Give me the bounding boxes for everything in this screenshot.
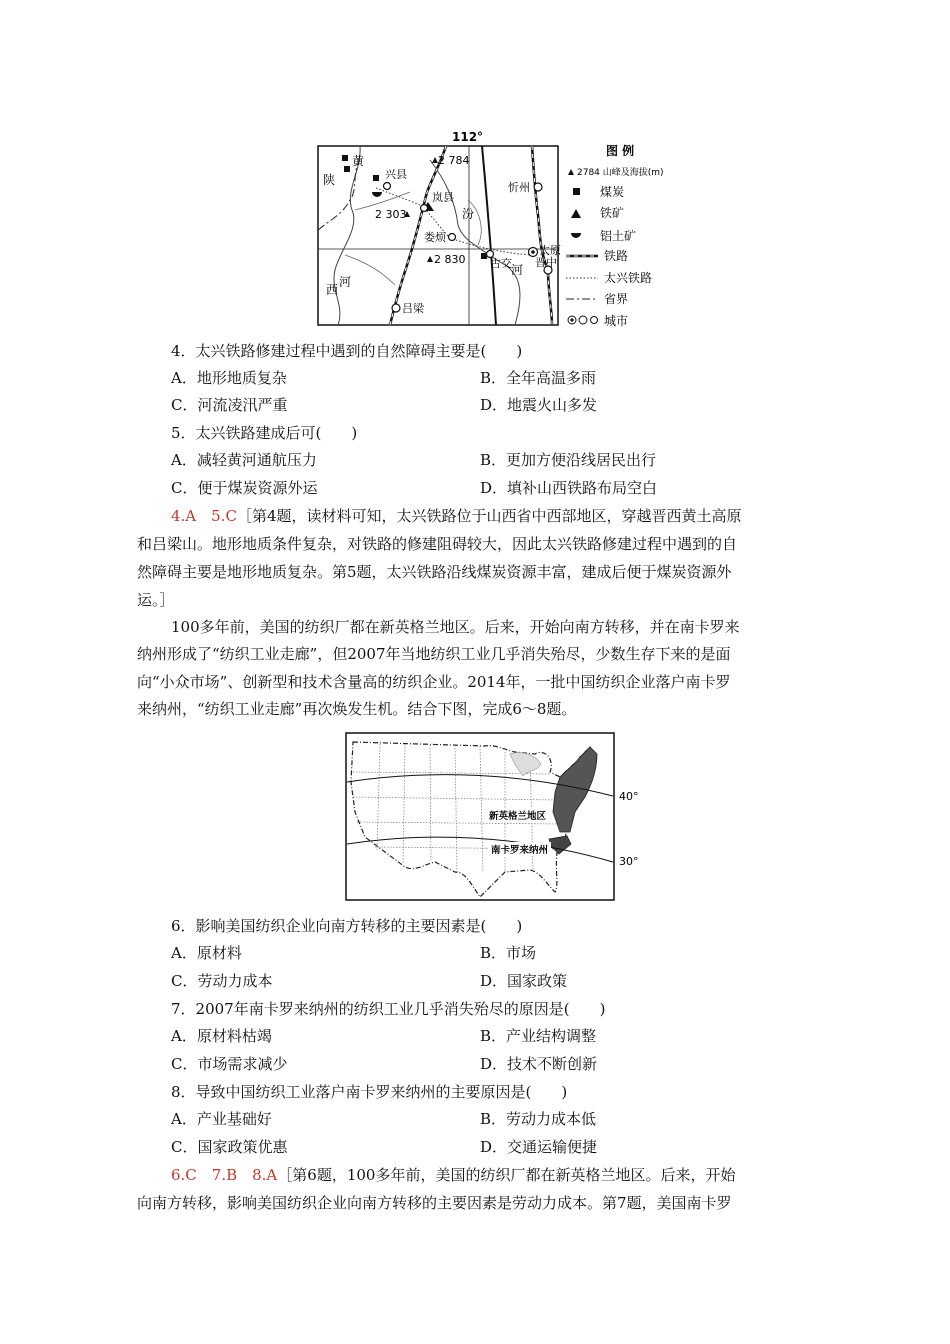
q6-option-b: B．市场: [480, 944, 537, 962]
passage-line3: 向“小众市场”、创新型和技术含量高的纺织企业。2014年，一批中国纺织企业落户南卡罗: [137, 673, 731, 691]
passage-line1: 100多年前，美国的纺织厂都在新英格兰地区。后来，开始向南方转移，并在南卡罗来: [171, 618, 740, 636]
answer-key-6-8: 6.C 7.B 8.A: [171, 1166, 278, 1184]
svg-text:铝土矿: 铝土矿: [600, 229, 637, 243]
q6-option-a: A．原材料: [171, 944, 242, 962]
q6-option-d: D．国家政策: [480, 972, 568, 990]
q8-option-d: D．交通运输便捷: [480, 1138, 598, 1156]
q4-option-b: B．全年高温多雨: [480, 369, 597, 387]
svg-text:娄烦: 娄烦: [424, 231, 446, 244]
legend-title: 图 例: [606, 144, 635, 158]
label-new-england: 新英格兰地区: [489, 811, 547, 822]
usa-textile-map: [345, 732, 645, 902]
q7-stem: 7．2007年南卡罗来纳州的纺织工业几乎消失殆尽的原因是( ): [171, 1000, 606, 1018]
svg-text:河: 河: [339, 275, 352, 289]
svg-text:汾: 汾: [462, 207, 475, 221]
q5-option-d: D．填补山西铁路布局空白: [480, 479, 658, 497]
svg-text:煤炭: 煤炭: [600, 185, 625, 199]
answer-6-8-line2: 向南方转移，影响美国纺织企业向南方转移的主要因素是劳动力成本。第7题，美国南卡罗: [137, 1194, 732, 1212]
q7-option-b: B．产业结构调整: [480, 1027, 597, 1045]
shanxi-railway-map: [0, 0, 950, 340]
q4-option-a: A．地形地质复杂: [171, 369, 287, 387]
q4-option-d: D．地震火山多发: [480, 396, 598, 414]
svg-text:晋中: 晋中: [535, 256, 557, 269]
taixing-railway: [376, 188, 532, 255]
answer-key-4-5: 4.A 5.C: [171, 507, 237, 525]
svg-text:河: 河: [511, 263, 524, 277]
q4-option-c: C．河流凌汛严重: [171, 396, 288, 414]
q8-stem: 8．导致中国纺织工业落户南卡罗来纳州的主要原因是( ): [171, 1083, 568, 1101]
svg-text:兴县: 兴县: [385, 168, 407, 181]
svg-text:吕梁: 吕梁: [402, 302, 424, 315]
svg-text:铁矿: 铁矿: [600, 206, 625, 220]
q5-option-b: B．更加方便沿线居民出行: [480, 451, 657, 469]
q5-option-c: C．便于煤炭资源外运: [171, 479, 318, 497]
longitude-label: 112°: [452, 130, 484, 144]
q8-option-b: B．劳动力成本低: [480, 1110, 597, 1128]
svg-text:2784 山峰及海拔(m): 2784 山峰及海拔(m): [577, 168, 664, 178]
q7-option-c: C．市场需求减少: [171, 1055, 288, 1073]
svg-text:西: 西: [326, 283, 339, 297]
passage-line2: 纳州形成了“纺织工业走廊”，但2007年当地纺织工业几乎消失殆尽，少数生存下来的是面: [137, 645, 731, 663]
svg-text:古交: 古交: [490, 257, 512, 270]
label-lat-40: 40°: [619, 790, 639, 803]
svg-text:岚县: 岚县: [432, 191, 454, 204]
answer-4-5-line3: 然障碍主要是地形地质复杂。第5题，太兴铁路沿线煤炭资源丰富，建成后便于煤炭资源外: [137, 563, 732, 581]
answer-4-5-line2: 和吕梁山。地形地质条件复杂，对铁路的修建阻碍较大，因此太兴铁路修建过程中遇到的自: [137, 535, 738, 553]
svg-text:忻州: 忻州: [508, 181, 530, 194]
svg-text:2 784: 2 784: [438, 154, 470, 167]
svg-text:省界: 省界: [604, 292, 629, 306]
q6-stem: 6．影响美国纺织企业向南方转移的主要因素是( ): [171, 917, 523, 935]
label-south-carolina: 南卡罗来纳州: [491, 845, 549, 856]
svg-text:太兴铁路: 太兴铁路: [604, 271, 653, 285]
label-lat-30: 30°: [619, 855, 639, 868]
yellow-river: [334, 146, 360, 325]
svg-text:太原: 太原: [539, 244, 561, 257]
q5-stem: 5．太兴铁路建成后可( ): [171, 424, 358, 442]
svg-text:陕: 陕: [323, 173, 336, 187]
answer-4-5-line1: 4.A 5.C［第4题，读材料可知，太兴铁路位于山西省中西部地区，穿越晋西黄土高原: [171, 507, 742, 525]
q7-option-a: A．原材料枯竭: [171, 1027, 272, 1045]
railway-east: [532, 146, 552, 325]
svg-text:城市: 城市: [604, 314, 629, 328]
q5-option-a: A．减轻黄河通航压力: [171, 451, 317, 469]
answer-4-5-line4: 运。］: [137, 591, 175, 609]
svg-text:2 830: 2 830: [434, 253, 466, 266]
svg-text:黄: 黄: [352, 154, 365, 168]
q4-stem: 4．太兴铁路修建过程中遇到的自然障碍主要是( ): [171, 342, 523, 360]
q8-option-a: A．产业基础好: [171, 1110, 272, 1128]
passage-line4: 来纳州，“纺织工业走廊”再次焕发生机。结合下图，完成6～8题。: [137, 700, 577, 718]
q7-option-d: D．技术不断创新: [480, 1055, 598, 1073]
q8-option-c: C．国家政策优惠: [171, 1138, 288, 1156]
answer-6-8-line1: 6.C 7.B 8.A［第6题，100多年前，美国的纺织厂都在新英格兰地区。后来，开始: [171, 1166, 736, 1184]
svg-text:铁路: 铁路: [604, 249, 629, 263]
q6-option-c: C．劳动力成本: [171, 972, 273, 990]
svg-text:2 303: 2 303: [375, 208, 407, 221]
